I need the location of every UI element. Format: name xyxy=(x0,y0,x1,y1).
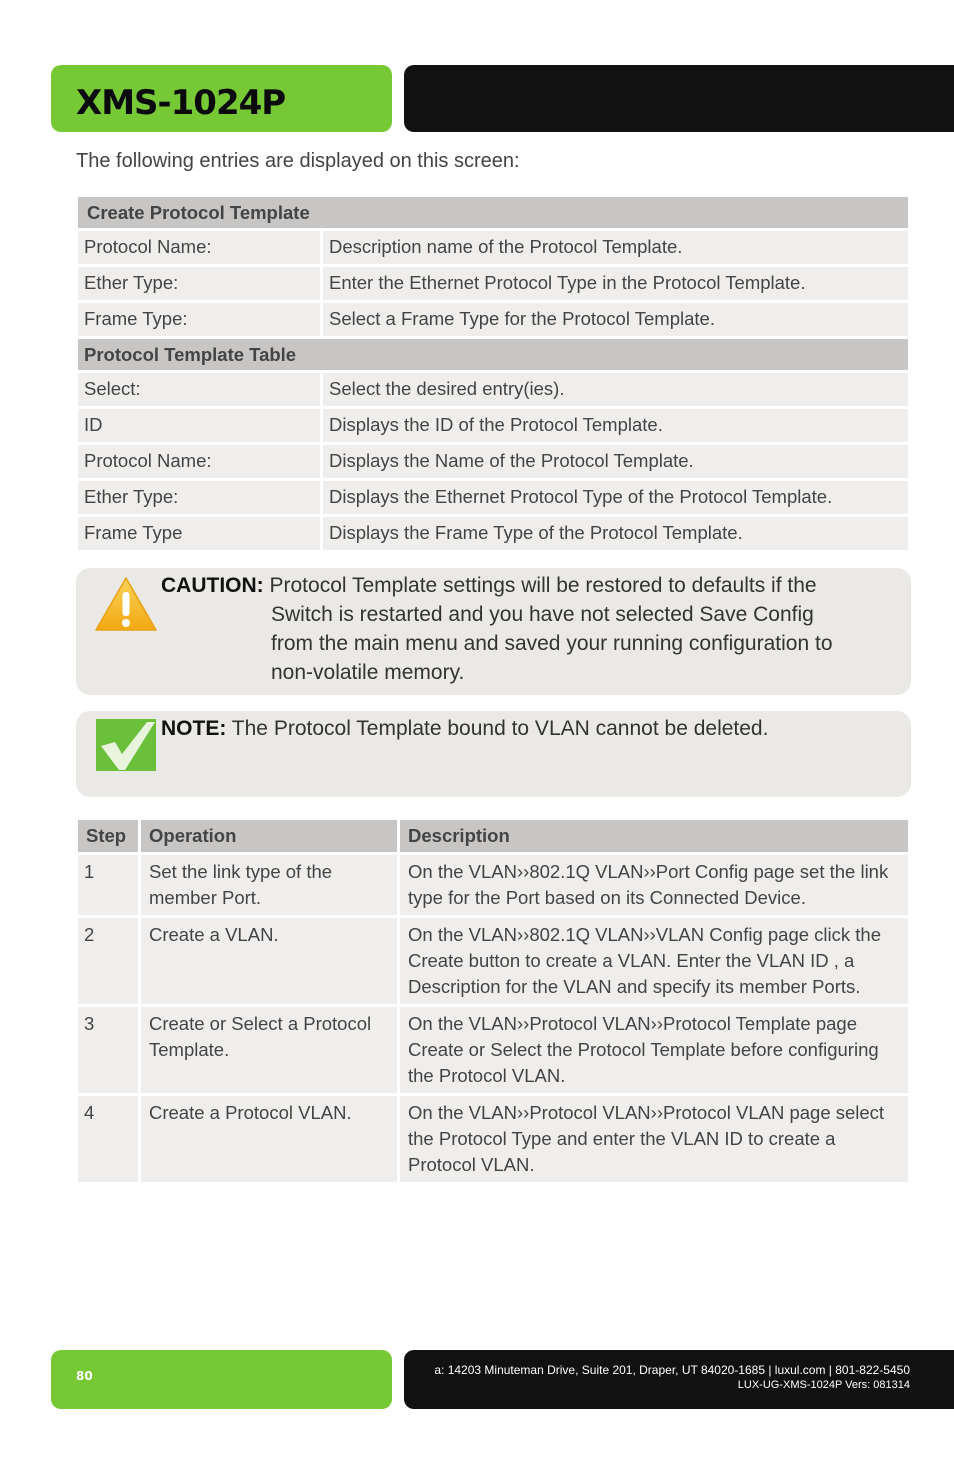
table-row xyxy=(78,303,908,336)
caution-text xyxy=(161,571,861,687)
table-row xyxy=(78,481,908,514)
entry-label: Frame Type: xyxy=(78,303,320,336)
step-description: On the VLAN››Protocol VLAN››Protocol VLAN page select the Protocol Type and enter the VLAN ID to create a Protocol VLAN. xyxy=(400,1096,908,1182)
step-description: On the VLAN››802.1Q VLAN››VLAN Config page click the Create button to create a VLAN. Enter the VLAN ID , a Description for the VLAN and specify its member Ports. xyxy=(400,918,908,1004)
col-description-header: Description xyxy=(400,820,908,852)
footer-address: a: 14203 Minuteman Drive, Suite 201, Draper, UT 84020-1685 | luxul.com | 801-822-5450 xyxy=(434,1363,910,1377)
caution-line-1: Protocol Template settings will be restored to defaults if the xyxy=(269,574,817,597)
step-operation: Create a Protocol VLAN. xyxy=(141,1096,397,1182)
warning-triangle-icon xyxy=(94,576,158,632)
entry-desc: Displays the ID of the Protocol Template. xyxy=(323,409,908,442)
step-number: 3 xyxy=(78,1007,138,1093)
caution-line-2: Switch is restarted and you have not selected Save Config xyxy=(271,603,814,626)
section-template-table: Protocol Template Table xyxy=(78,339,908,370)
checkmark-icon xyxy=(95,718,157,772)
col-operation-header: Operation xyxy=(141,820,397,852)
entry-desc: Select the desired entry(ies). xyxy=(323,373,908,406)
caution-label: CAUTION: xyxy=(161,574,264,597)
table-row xyxy=(78,1007,908,1093)
table-row xyxy=(78,517,908,550)
intro-text: The following entries are displayed on this screen: xyxy=(76,150,520,172)
entry-label: Protocol Name: xyxy=(78,445,320,478)
caution-line-4: non-volatile memory. xyxy=(271,661,465,684)
table-row xyxy=(78,1096,908,1182)
caution-box xyxy=(76,568,911,695)
note-text xyxy=(161,714,881,743)
footer-doc-version: LUX-UG-XMS-1024P Vers: 081314 xyxy=(737,1379,910,1391)
entry-label: Protocol Name: xyxy=(78,231,320,264)
col-step-header: Step xyxy=(78,820,138,852)
entry-label: Ether Type: xyxy=(78,481,320,514)
entry-desc: Select a Frame Type for the Protocol Template. xyxy=(323,303,908,336)
steps-header-row xyxy=(78,820,908,852)
entry-desc: Enter the Ethernet Protocol Type in the Protocol Template. xyxy=(323,267,908,300)
caution-line-3: from the main menu and saved your running configuration to xyxy=(271,632,833,655)
step-description: On the VLAN››Protocol VLAN››Protocol Template page Create or Select the Protocol Template before configuring the Protocol VLAN. xyxy=(400,1007,908,1093)
table-row xyxy=(78,445,908,478)
entry-label: Select: xyxy=(78,373,320,406)
entries-table xyxy=(75,194,911,553)
step-number: 4 xyxy=(78,1096,138,1182)
note-body: The Protocol Template bound to VLAN cannot be deleted. xyxy=(231,717,769,740)
header-title-bar xyxy=(51,65,392,132)
note-box xyxy=(76,711,911,797)
steps-table xyxy=(75,817,911,1185)
step-operation: Create a VLAN. xyxy=(141,918,397,1004)
table-section-header xyxy=(78,339,908,370)
table-row xyxy=(78,409,908,442)
table-row xyxy=(78,855,908,915)
section-create-template: Create Protocol Template xyxy=(78,197,908,228)
step-operation: Set the link type of the member Port. xyxy=(141,855,397,915)
table-section-header xyxy=(78,197,908,228)
entry-desc: Displays the Ethernet Protocol Type of the Protocol Template. xyxy=(323,481,908,514)
entry-label: Ether Type: xyxy=(78,267,320,300)
step-description: On the VLAN››802.1Q VLAN››Port Config page set the link type for the Port based on its Connected Device. xyxy=(400,855,908,915)
step-number: 2 xyxy=(78,918,138,1004)
entry-label: ID xyxy=(78,409,320,442)
table-row xyxy=(78,267,908,300)
footer-black-bar xyxy=(404,1350,954,1409)
entry-desc: Displays the Name of the Protocol Template. xyxy=(323,445,908,478)
entry-desc: Displays the Frame Type of the Protocol Template. xyxy=(323,517,908,550)
footer-green-bar xyxy=(51,1350,392,1409)
table-row xyxy=(78,231,908,264)
entry-desc: Description name of the Protocol Template. xyxy=(323,231,908,264)
step-number: 1 xyxy=(78,855,138,915)
note-label: NOTE: xyxy=(161,717,227,740)
step-operation: Create or Select a Protocol Template. xyxy=(141,1007,397,1093)
page-number: 80 xyxy=(76,1369,93,1383)
entry-label: Frame Type xyxy=(78,517,320,550)
header-black-bar xyxy=(404,65,954,132)
page-title: XMS-1024P xyxy=(76,83,286,123)
table-row xyxy=(78,918,908,1004)
table-row xyxy=(78,373,908,406)
